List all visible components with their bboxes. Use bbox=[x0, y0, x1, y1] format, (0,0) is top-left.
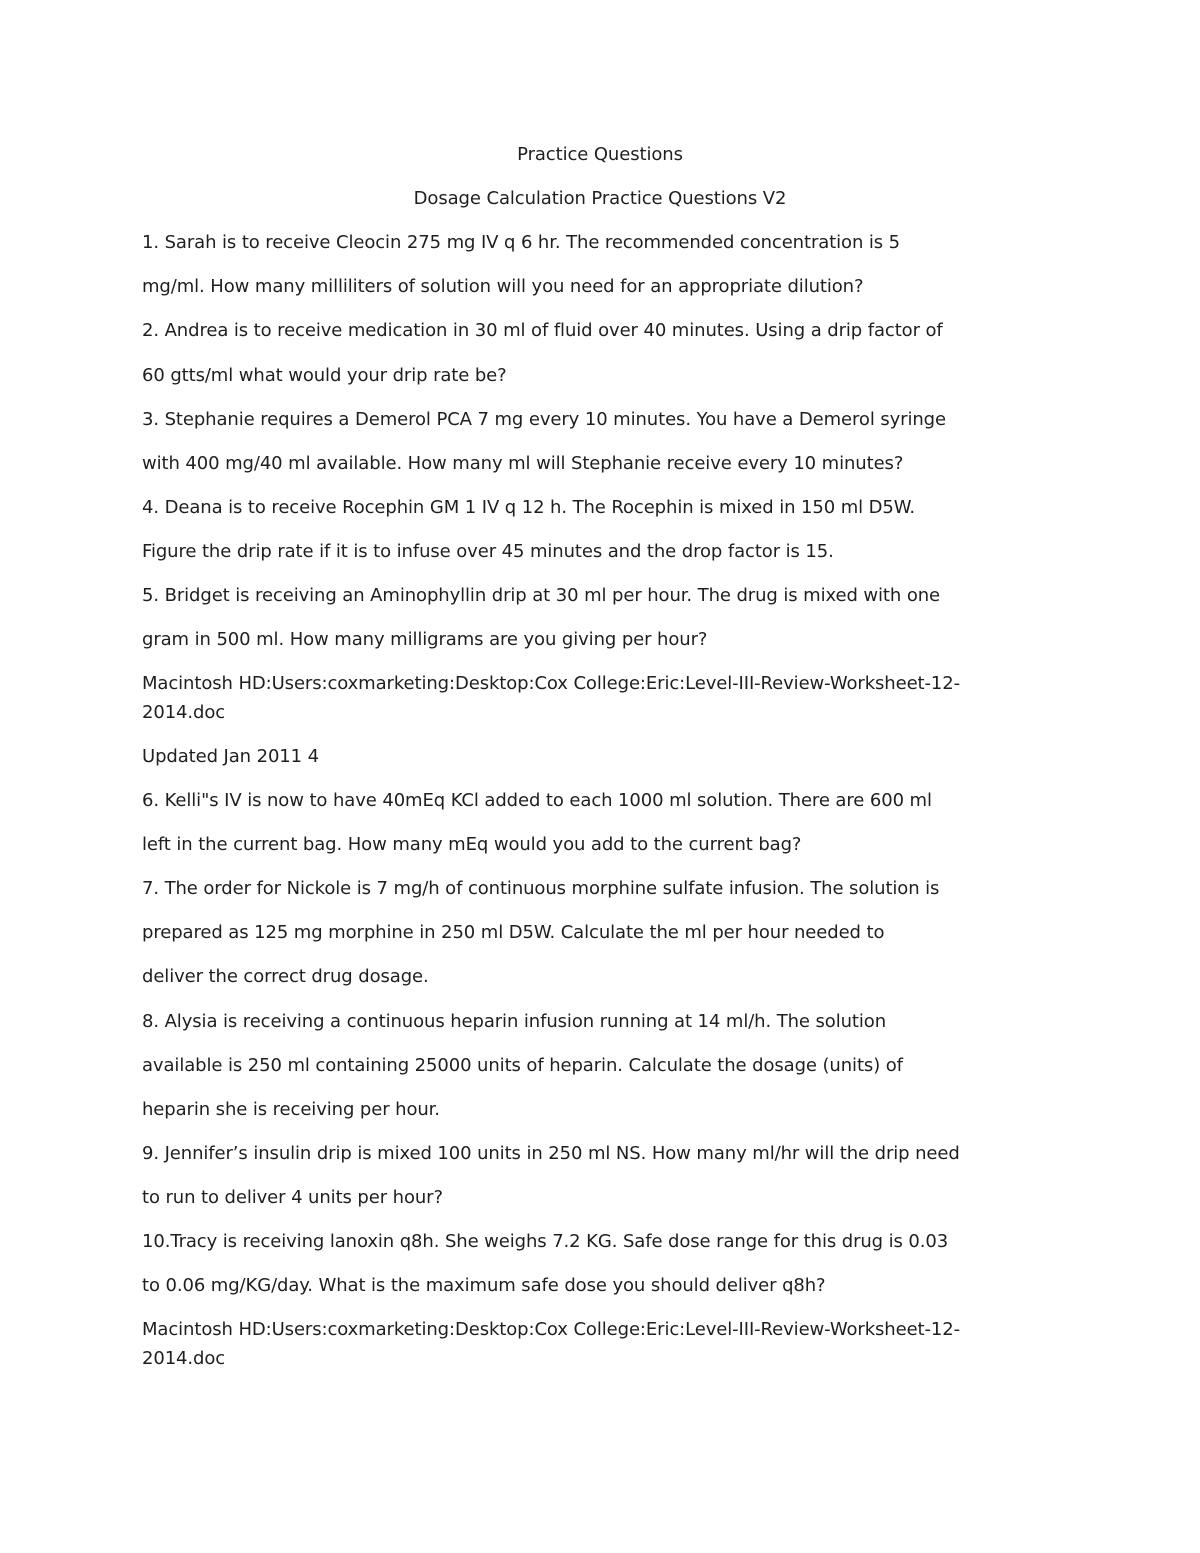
question-9-line-1: 9. Jennifer’s insulin drip is mixed 100 units in 250 ml NS. How many ml/hr will the drip need bbox=[142, 1143, 960, 1164]
question-9-line-2: to run to deliver 4 units per hour? bbox=[142, 1187, 443, 1208]
page-subtitle: Dosage Calculation Practice Questions V2 bbox=[413, 188, 787, 209]
file-path-line-1: Macintosh HD:Users:coxmarketing:Desktop:Cox College:Eric:Level-III-Review-Worksheet-12- bbox=[142, 673, 960, 694]
question-10-line-1: 10.Tracy is receiving lanoxin q8h. She weighs 7.2 KG. Safe dose range for this drug is 0.03 bbox=[142, 1231, 949, 1252]
question-1-line-1: 1. Sarah is to receive Cleocin 275 mg IV q 6 hr. The recommended concentration is 5 bbox=[142, 232, 901, 253]
question-4-line-1: 4. Deana is to receive Rocephin GM 1 IV q 12 h. The Rocephin is mixed in 150 ml D5W. bbox=[142, 497, 916, 518]
question-8-line-3: heparin she is receiving per hour. bbox=[142, 1099, 440, 1120]
question-3-line-1: 3. Stephanie requires a Demerol PCA 7 mg every 10 minutes. You have a Demerol syringe bbox=[142, 409, 946, 430]
question-2-line-2: 60 gtts/ml what would your drip rate be? bbox=[142, 365, 507, 386]
question-1-line-2: mg/ml. How many milliliters of solution will you need for an appropriate dilution? bbox=[142, 276, 864, 297]
question-8-line-2: available is 250 ml containing 25000 units of heparin. Calculate the dosage (units) of bbox=[142, 1055, 903, 1076]
question-2-line-1: 2. Andrea is to receive medication in 30 ml of fluid over 40 minutes. Using a drip factor of bbox=[142, 320, 943, 341]
question-10-line-2: to 0.06 mg/KG/day. What is the maximum safe dose you should deliver q8h? bbox=[142, 1275, 826, 1296]
question-8-line-1: 8. Alysia is receiving a continuous heparin infusion running at 14 ml/h. The solution bbox=[142, 1011, 887, 1032]
question-6-line-1: 6. Kelli"s IV is now to have 40mEq KCl added to each 1000 ml solution. There are 600 ml bbox=[142, 790, 932, 811]
updated-note: Updated Jan 2011 4 bbox=[142, 746, 319, 767]
file-path-line-2: 2014.doc bbox=[142, 702, 226, 723]
question-7-line-2: prepared as 125 mg morphine in 250 ml D5W. Calculate the ml per hour needed to bbox=[142, 922, 885, 943]
question-7-line-1: 7. The order for Nickole is 7 mg/h of continuous morphine sulfate infusion. The solution is bbox=[142, 878, 940, 899]
question-5-line-2: gram in 500 ml. How many milligrams are you giving per hour? bbox=[142, 629, 708, 650]
question-6-line-2: left in the current bag. How many mEq would you add to the current bag? bbox=[142, 834, 802, 855]
question-4-line-2: Figure the drip rate if it is to infuse over 45 minutes and the drop factor is 15. bbox=[142, 541, 834, 562]
question-7-line-3: deliver the correct drug dosage. bbox=[142, 966, 429, 987]
file-path-footer-line-1: Macintosh HD:Users:coxmarketing:Desktop:Cox College:Eric:Level-III-Review-Worksheet-12- bbox=[142, 1319, 960, 1340]
file-path-footer-line-2: 2014.doc bbox=[142, 1348, 226, 1369]
question-5-line-1: 5. Bridget is receiving an Aminophyllin drip at 30 ml per hour. The drug is mixed with one bbox=[142, 585, 941, 606]
question-3-line-2: with 400 mg/40 ml available. How many ml will Stephanie receive every 10 minutes? bbox=[142, 453, 904, 474]
page-title: Practice Questions bbox=[517, 144, 683, 165]
